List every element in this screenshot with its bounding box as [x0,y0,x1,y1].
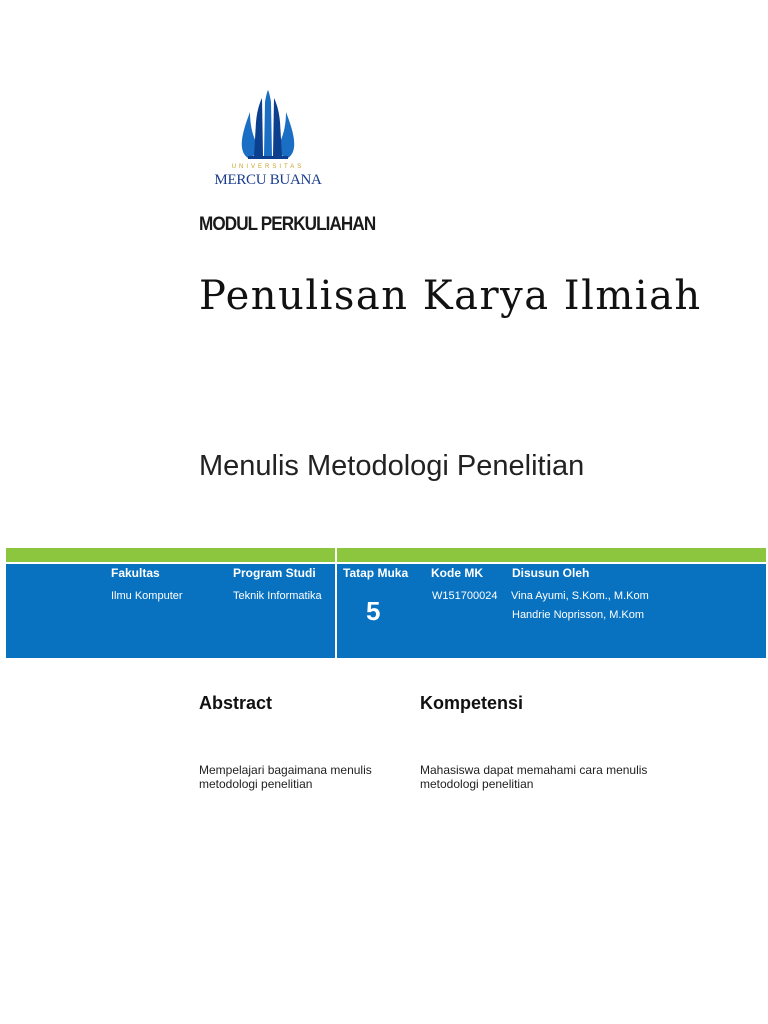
accent-bar-divider [335,548,337,562]
value-kode-mk: W151700024 [432,590,498,602]
logo-subtext: UNIVERSITAS [231,164,305,170]
header-disusun-oleh: Disusun Oleh [512,566,590,580]
abstract-heading: Abstract [199,693,273,713]
value-fakultas: Ilmu Komputer [111,590,183,602]
university-logo [200,88,336,192]
document-subtitle: Menulis Metodologi Penelitian [199,450,585,482]
module-label: MODUL PERKULIAHAN [199,214,376,235]
kompetensi-heading: Kompetensi [420,693,524,713]
info-panel-divider [335,564,337,658]
accent-bar [6,548,766,562]
abstract-text: Mempelajari bagaimana menulis metodologi penelitian [199,763,372,791]
value-author-2: Handrie Noprisson, M.Kom [512,609,645,621]
value-program-studi: Teknik Informatika [233,590,322,602]
document-title: Penulisan Karya Ilmiah [199,273,702,319]
value-author-1: Vina Ayumi, S.Kom., M.Kom [511,590,649,602]
header-kode-mk: Kode MK [431,566,483,580]
header-tatap-muka: Tatap Muka [343,566,409,580]
kompetensi-text: Mahasiswa dapat memahami cara menulis metodologi penelitian [420,763,648,791]
header-program-studi: Program Studi [233,566,316,580]
header-fakultas: Fakultas [111,566,160,580]
flame-emblem-icon [200,88,336,164]
value-tatap-muka: 5 [366,596,381,626]
logo-name: MERCU BUANA [214,172,322,188]
